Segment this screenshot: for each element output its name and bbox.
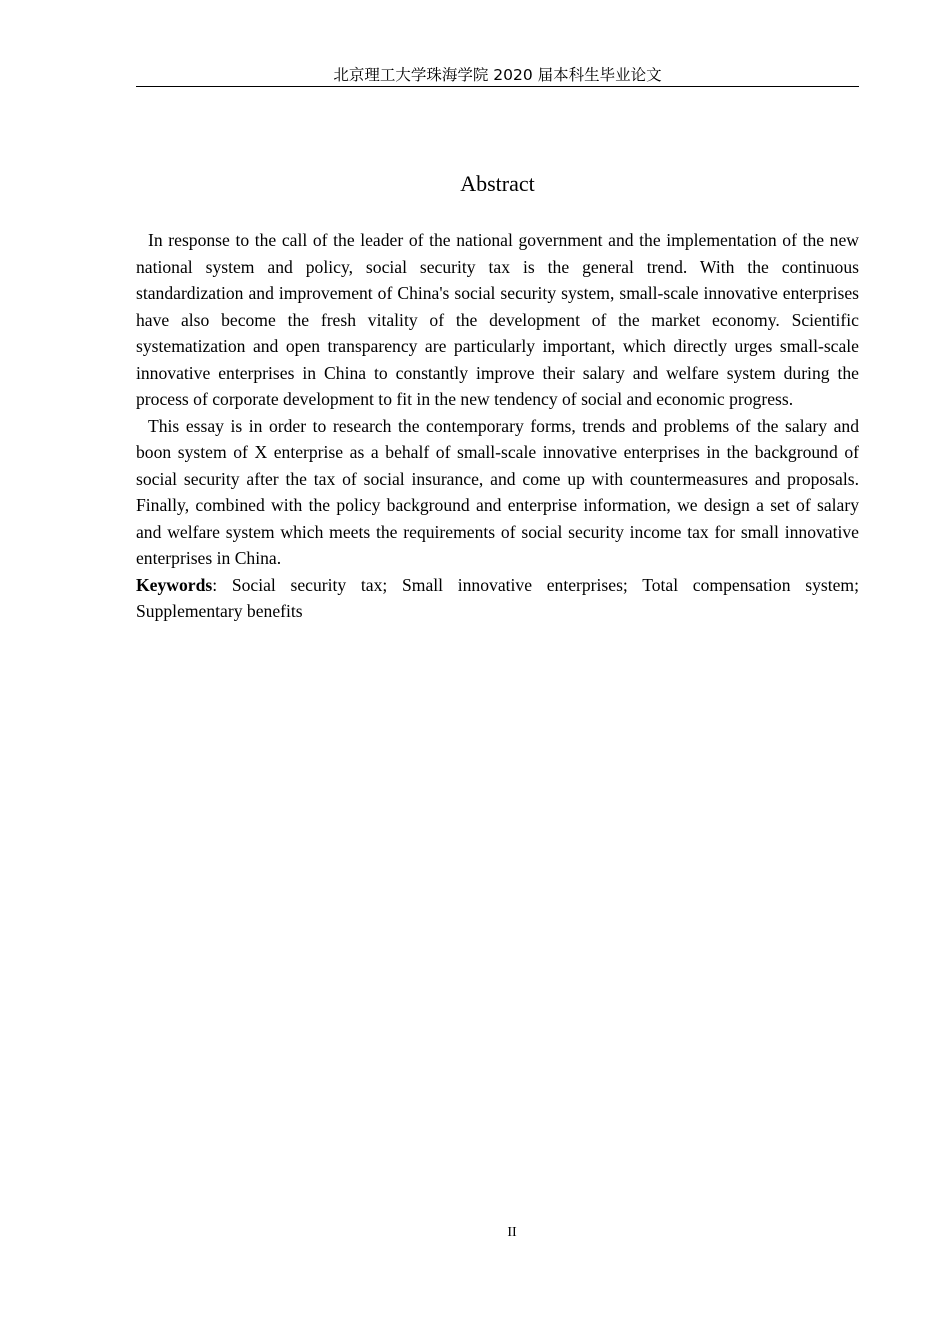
keywords-text: : Social security tax; Small innovative enterprises; Total compensation system; Supplementary benefits — [136, 574, 859, 621]
abstract-title: Abstract — [460, 171, 535, 196]
running-header: 北京理工大学珠海学院 2020 届本科生毕业论文 — [136, 64, 859, 87]
keywords-label: Keywords — [136, 574, 213, 595]
abstract-paragraph-2: This essay is in order to research the contemporary forms, trends and problems of the salary and boon system of X enterprise as a behalf of small-scale innovative enterprises in the background of social security after the tax of social insurance, and come up with countermeasures and proposals. Finally, combined with the policy background and enterprise information, we design a set of salary and welfare system which meets the requirements of social security income tax for small innovative enterprises in China. — [136, 415, 859, 568]
keywords-line — [136, 572, 859, 625]
page-number: II — [507, 1225, 517, 1240]
abstract-body — [136, 227, 859, 625]
abstract-paragraph-1: In response to the call of the leader of the national government and the implementation of the new national system and policy, social security tax is the general trend. With the continuous standardization and improvement of China's social security system, small-scale innovative enterprises have also become the fresh vitality of the development of the market economy. Scientific systematization and open transparency are particularly important, which directly urges small-scale innovative enterprises in China to constantly improve their salary and welfare system during the process of corporate development to fit in the new tendency of social and economic progress. — [136, 230, 859, 409]
